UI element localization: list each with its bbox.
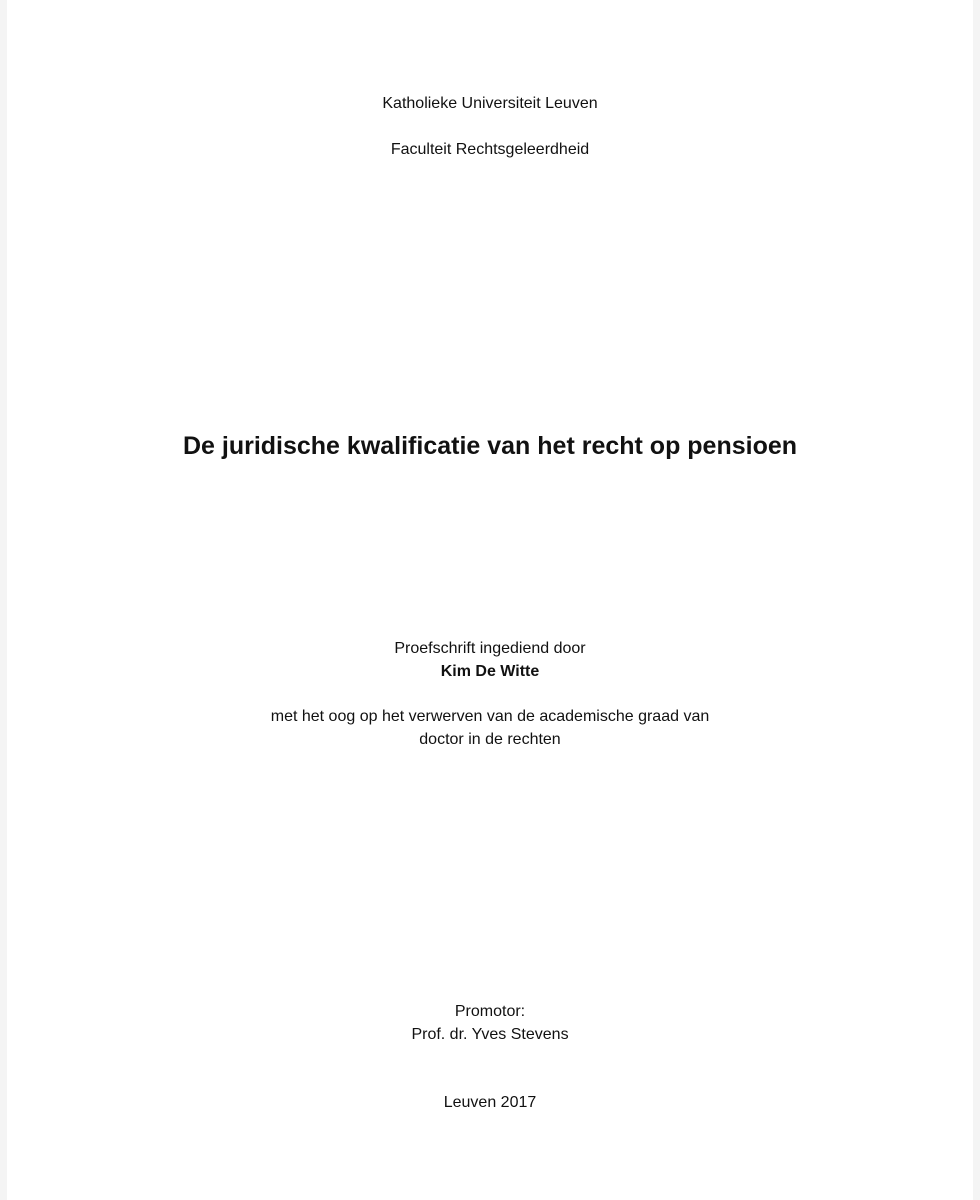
promotor-name: Prof. dr. Yves Stevens bbox=[411, 1026, 569, 1043]
thesis-title: De juridische kwalificatie van het recht op pensioen bbox=[182, 432, 798, 460]
promotor-label: Promotor: bbox=[454, 1003, 526, 1020]
title-page bbox=[7, 0, 973, 1200]
degree-purpose-line-1: met het oog op het verwerven van de academische graad van bbox=[270, 708, 710, 725]
faculty-name: Faculteit Rechtsgeleerdheid bbox=[390, 141, 590, 158]
university-name: Katholieke Universiteit Leuven bbox=[382, 95, 598, 112]
degree-purpose-line-2: doctor in de rechten bbox=[419, 731, 561, 748]
place-and-year: Leuven 2017 bbox=[443, 1094, 537, 1111]
author-name: Kim De Witte bbox=[440, 663, 540, 680]
submitted-by-label: Proefschrift ingediend door bbox=[394, 640, 586, 657]
